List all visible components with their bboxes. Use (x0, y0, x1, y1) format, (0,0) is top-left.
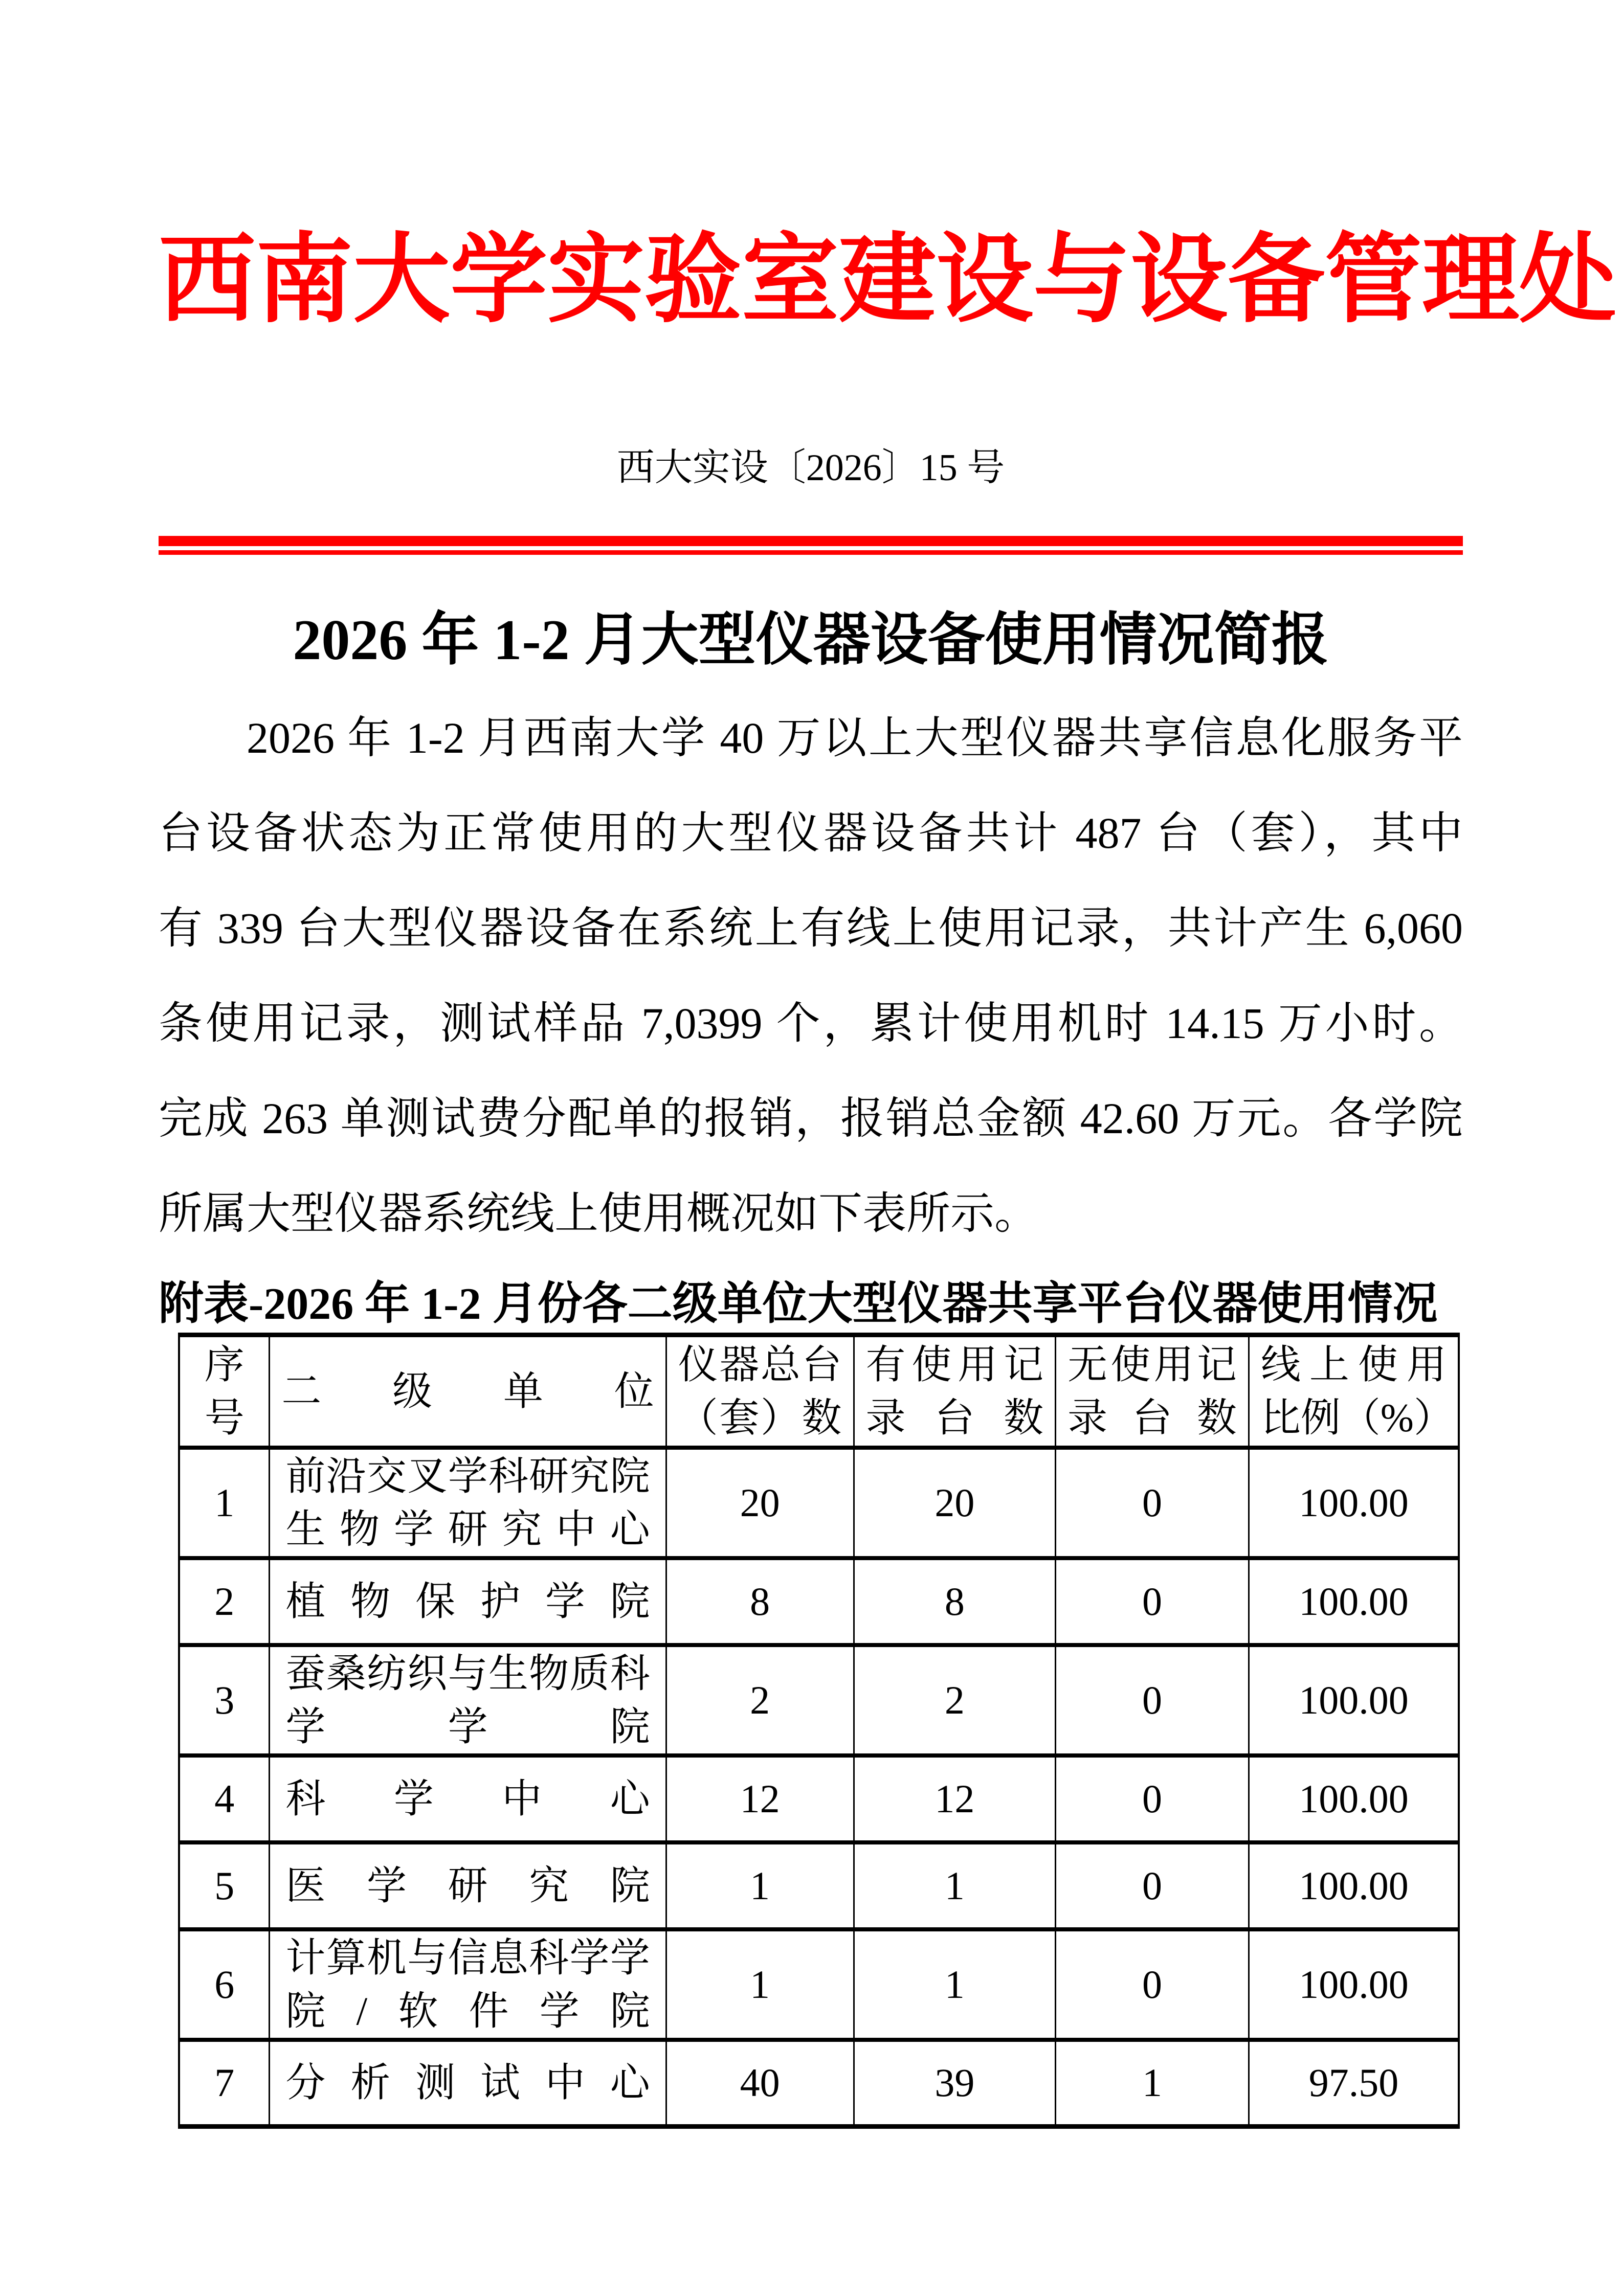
table-row (179, 1558, 1459, 1645)
cell-with-records: 8 (854, 1558, 1056, 1645)
cell-no: 3 (179, 1645, 270, 1755)
cell-no: 6 (179, 1929, 270, 2040)
body-line: 所属大型仪器系统线上使用概况如下表所示。 (159, 1189, 1038, 1238)
doc-number: 西大实设〔2026〕15 号 (616, 447, 1005, 489)
cell-with-records: 12 (854, 1755, 1056, 1842)
cell-with-records: 20 (854, 1448, 1056, 1558)
cell-online-ratio: 100.00 (1249, 1558, 1459, 1645)
table-row (179, 1755, 1459, 1842)
cell-online-ratio: 100.00 (1249, 1645, 1459, 1755)
usage-table (178, 1333, 1460, 2129)
table-caption: 附表-2026 年 1-2 月份各二级单位大型仪器共享平台仪器使用情况 (159, 1279, 1438, 1329)
cell-no: 5 (179, 1842, 270, 1929)
table-header-row (179, 1335, 1459, 1448)
cell-online-ratio: 100.00 (1249, 1842, 1459, 1929)
cell-without-records: 0 (1056, 1448, 1249, 1558)
table-row (179, 1645, 1459, 1755)
cell-with-records: 39 (854, 2040, 1056, 2127)
column-header: 二级单位 (270, 1335, 666, 1448)
cell-total: 20 (666, 1448, 854, 1558)
body-line: 条使用记录，测试样品 7,0399 个，累计使用机时 14.15 万小时。 (159, 999, 1463, 1048)
body-paragraph (159, 690, 1463, 1261)
cell-unit: 医学研究院 (270, 1842, 666, 1929)
cell-total: 2 (666, 1645, 854, 1755)
cell-online-ratio: 100.00 (1249, 1929, 1459, 2040)
column-header: 序号 (179, 1335, 270, 1448)
body-line: 2026 年 1-2 月西南大学 40 万以上大型仪器共享信息化服务平 (247, 713, 1463, 762)
cell-total: 1 (666, 1842, 854, 1929)
cell-with-records: 1 (854, 1929, 1056, 2040)
separator-gap (159, 546, 1463, 550)
cell-with-records: 1 (854, 1842, 1056, 1929)
cell-unit: 植物保护学院 (270, 1558, 666, 1645)
column-header: 有使用记录台数 (854, 1335, 1056, 1448)
cell-unit: 科学中心 (270, 1755, 666, 1842)
cell-unit: 前沿交叉学科研究院生物学研究中心 (270, 1448, 666, 1558)
separator-thick-bar (159, 536, 1463, 546)
cell-unit: 计算机与信息科学学院/软件学院 (270, 1929, 666, 2040)
cell-unit: 蚕桑纺织与生物质科学学院 (270, 1645, 666, 1755)
cell-no: 1 (179, 1448, 270, 1558)
cell-total: 1 (666, 1929, 854, 2040)
table-row (179, 1842, 1459, 1929)
cell-without-records: 0 (1056, 1645, 1249, 1755)
separator-thin-bar (159, 550, 1463, 555)
body-line: 台设备状态为正常使用的大型仪器设备共计 487 台（套），其中 (159, 808, 1463, 858)
cell-online-ratio: 100.00 (1249, 1755, 1459, 1842)
cell-without-records: 0 (1056, 1558, 1249, 1645)
cell-with-records: 2 (854, 1645, 1056, 1755)
cell-online-ratio: 100.00 (1249, 1448, 1459, 1558)
report-title: 2026 年 1-2 月大型仪器设备使用情况简报 (293, 609, 1329, 672)
column-header: 无使用记录台数 (1056, 1335, 1249, 1448)
body-line: 完成 263 单测试费分配单的报销，报销总金额 42.60 万元。各学院 (159, 1094, 1463, 1143)
cell-without-records: 0 (1056, 1929, 1249, 2040)
column-header: 线上使用比例（%） (1249, 1335, 1459, 1448)
table-row (179, 1448, 1459, 1558)
table-row (179, 2040, 1459, 2127)
letterhead-separator (159, 536, 1463, 555)
column-header: 仪器总台（套）数 (666, 1335, 854, 1448)
cell-total: 40 (666, 2040, 854, 2127)
cell-total: 8 (666, 1558, 854, 1645)
cell-no: 7 (179, 2040, 270, 2127)
cell-without-records: 0 (1056, 1755, 1249, 1842)
letterhead-org-title: 西南大学实验室建设与设备管理处 (159, 227, 1617, 334)
body-line: 有 339 台大型仪器设备在系统上有线上使用记录，共计产生 6,060 (159, 904, 1463, 953)
cell-no: 4 (179, 1755, 270, 1842)
cell-without-records: 0 (1056, 1842, 1249, 1929)
cell-online-ratio: 97.50 (1249, 2040, 1459, 2127)
table-body (179, 1448, 1459, 2127)
cell-unit: 分析测试中心 (270, 2040, 666, 2127)
cell-no: 2 (179, 1558, 270, 1645)
cell-total: 12 (666, 1755, 854, 1842)
cell-without-records: 1 (1056, 2040, 1249, 2127)
table-row (179, 1929, 1459, 2040)
